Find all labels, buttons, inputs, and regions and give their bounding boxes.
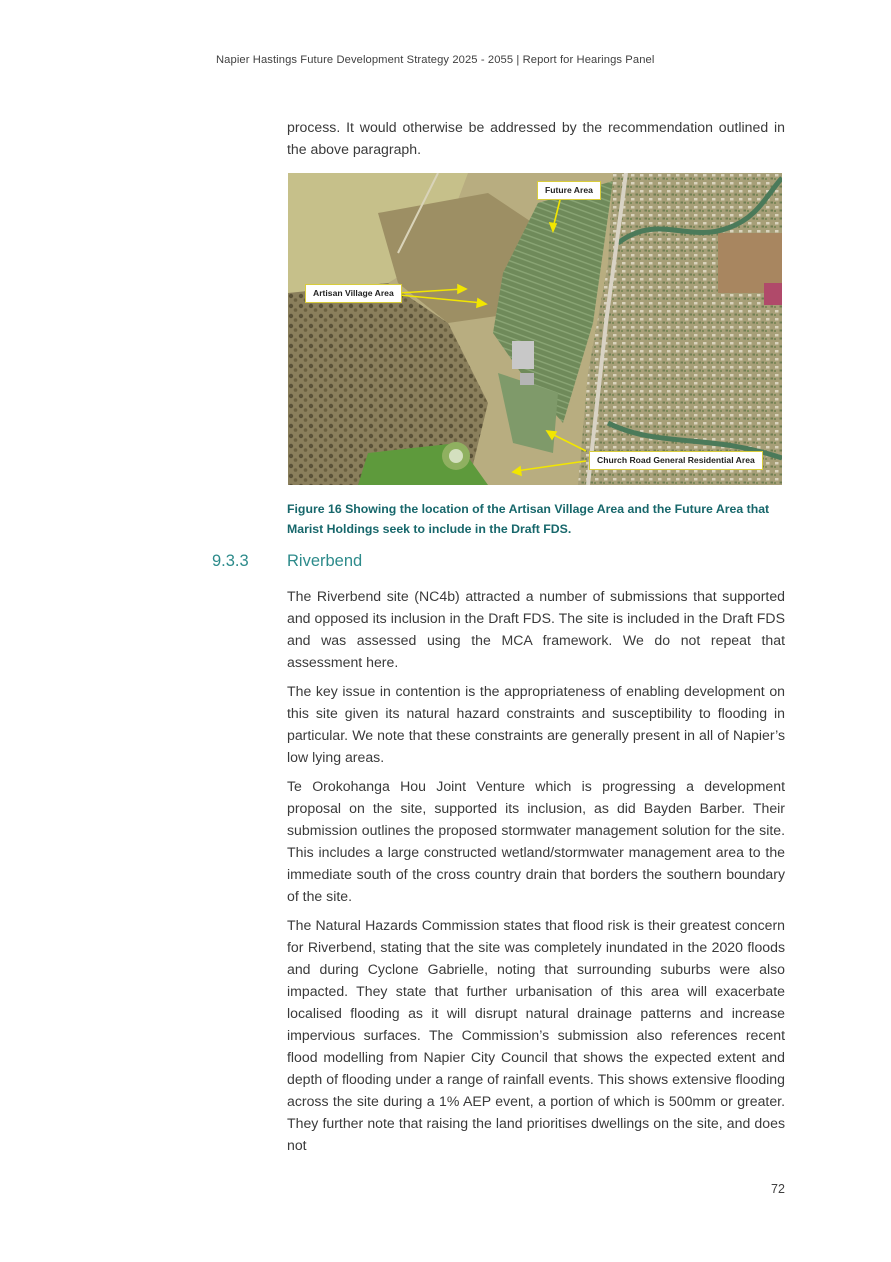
section-heading: Riverbend	[287, 552, 363, 570]
section-body	[287, 585, 785, 1163]
aerial-map-figure	[288, 173, 782, 485]
intro-paragraph: process. It would otherwise be addressed by the recommendation outlined in the above paragraph.	[287, 119, 785, 157]
running-header: Napier Hastings Future Development Strategy 2025 - 2055 | Report for Hearings Panel	[216, 54, 655, 66]
future-area-label: Future Area	[537, 181, 601, 200]
section-number: 9.3.3	[212, 552, 249, 570]
paragraph: Te Orokohanga Hou Joint Venture which is progressing a development proposal on the site, supported its inclusion, as did Bayden Barber. Their submission outlines the proposed stormwater management solution for the site. This includes a large constructed wetland/stormwater management area to the immediate south of the cross country drain that borders the southern boundary of the site.	[287, 778, 785, 904]
artisan-village-area-label: Artisan Village Area	[305, 284, 402, 303]
aerial-map-image	[288, 173, 782, 485]
paragraph: The Natural Hazards Commission states that flood risk is their greatest concern for Riverbend, stating that the site was completely inundated in the 2020 floods and during Cyclone Gabrielle, noting that surrounding suburbs were also impacted. They state that further urbanisation of this area will exacerbate localised flooding as it will disrupt natural drainage patterns and increase impervious surfaces. The Commission’s submission also references recent flood modelling from Napier City Council that shows the expected extent and depth of flooding under a range of rainfall events. This shows extensive flooding across the site during a 1% AEP event, a portion of which is 500mm or greater. They further note that raising the land prioritises dwellings on the site, and does not	[287, 917, 785, 1153]
paragraph: The key issue in contention is the appropriateness of enabling development on this site given its natural hazard constraints and susceptibility to flooding in particular. We note that these constraints are generally present in all of Napier’s low lying areas.	[287, 683, 785, 765]
page-number: 72	[771, 1182, 785, 1196]
paragraph: The Riverbend site (NC4b) attracted a number of submissions that supported and opposed its inclusion in the Draft FDS. The site is included in the Draft FDS and was assessed using the MCA framework. We do not repeat that assessment here.	[287, 588, 785, 670]
church-road-residential-area-label: Church Road General Residential Area	[589, 451, 763, 470]
figure-caption: Figure 16 Showing the location of the Artisan Village Area and the Future Area that Marist Holdings seek to include in the Draft FDS.	[287, 502, 770, 536]
